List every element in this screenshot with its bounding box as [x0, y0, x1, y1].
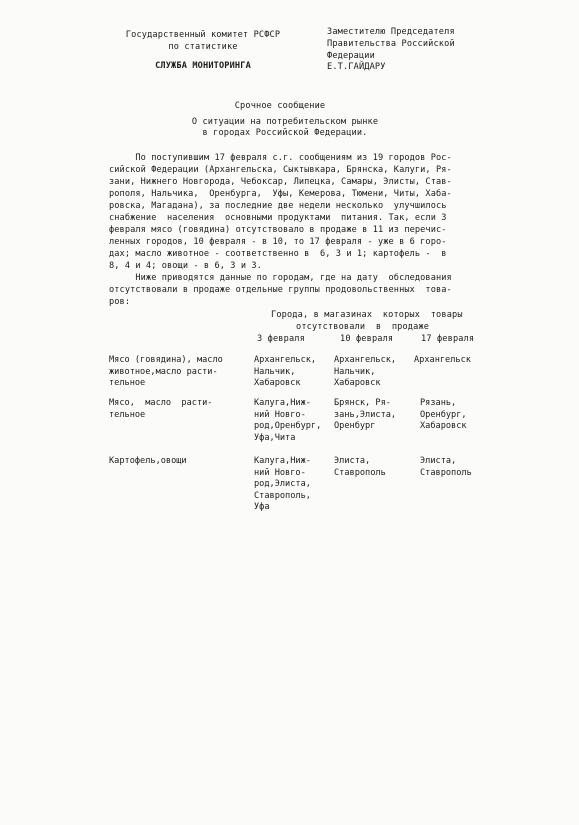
addressee-line: Е.Т.ГАЙДАРУ	[327, 62, 386, 72]
paragraph-line: ленных городов, 10 февраля - в 10, то 17 февраля - уже в 6 горо-	[109, 237, 447, 247]
paragraph-line: ров:	[109, 297, 131, 307]
paragraph-line: ровска, Магадана), за последние две недели несколько улучшилось	[109, 201, 447, 211]
product-cell: Мясо (говядина), масло животное,масло расти- тельное	[109, 355, 223, 388]
cities-cell: Архангельск	[414, 355, 471, 365]
addressee-line: Заместителю Председателя	[327, 27, 455, 37]
doc-type: Срочное сообщение	[234, 101, 326, 111]
subject-line: О ситуации на потребительском рынке	[191, 117, 379, 127]
paragraph-line: зани, Нижнего Новгорода, Чебоксар, Липецка, Самары, Элисты, Став-	[109, 177, 452, 187]
paragraph-line: февраля мясо (говядина) отсутствовало в продаже в 11 из перечис-	[109, 225, 447, 235]
paragraph-line: снабжение населения основными продуктами питания. Так, если 3	[109, 213, 447, 223]
cities-cell: Элиста, Ставрополь	[334, 456, 386, 478]
paragraph-line: дах; масло животное - соответственно в 6, 3 и 1; картофель - в	[109, 249, 447, 259]
cities-cell: Калуга,Ниж- ний Новго- род,Элиста, Ставрополь, Уфа	[254, 456, 311, 512]
addressee-line: Федерации	[327, 51, 375, 61]
paragraph-line: отсутствовали в продаже отдельные группы продовольственных това-	[109, 285, 452, 295]
cities-cell: Элиста, Ставрополь	[420, 456, 472, 478]
product-cell: Мясо, масло расти- тельное	[109, 398, 213, 420]
addressee-line: Правительства Российской	[327, 39, 455, 49]
org-subname: по статистике	[168, 42, 238, 52]
paragraph-line: Ниже приводятся данные по городам, где на дату обследования	[109, 273, 452, 283]
table-group-header: отсутствовали в продаже	[296, 322, 430, 332]
column-header: 3 февраля	[257, 334, 305, 344]
paragraph-line: 8, 4 и 4; овощи - в 6, 3 и 3.	[109, 261, 262, 271]
column-header: 10 февраля	[340, 334, 394, 344]
cities-cell: Архангельск, Нальчик, Хабаровск	[254, 355, 317, 388]
column-header: 17 февраля	[421, 334, 475, 344]
service-name: СЛУЖБА МОНИТОРИНГА	[155, 61, 251, 71]
paragraph-line: По поступившим 17 февраля с.г. сообщениям из 19 городов Рос-	[109, 153, 452, 163]
table-group-header: Города, в магазинах которых товары	[271, 310, 463, 320]
paragraph-line: сийской Федерации (Архангельска, Сыктывкара, Брянска, Калуги, Ря-	[109, 165, 452, 175]
org-name: Государственный комитет РСФСР	[125, 30, 281, 40]
product-cell: Картофель,овощи	[109, 456, 187, 466]
cities-cell: Рязань, Оренбург, Хабаровск	[420, 398, 467, 431]
subject-line: в городах Российской Федерации.	[202, 128, 368, 138]
cities-cell: Брянск, Ря- зань,Элиста, Оренбург	[334, 398, 397, 431]
cities-cell: Архангельск, Нальчик, Хабаровск	[334, 355, 397, 388]
cities-cell: Калуга,Ниж- ний Новго- род,Оренбург, Уфа,Чита	[254, 398, 322, 443]
paragraph-line: рополя, Нальчика, Оренбурга, Уфы, Кемерова, Тюмени, Читы, Хаба-	[109, 189, 452, 199]
